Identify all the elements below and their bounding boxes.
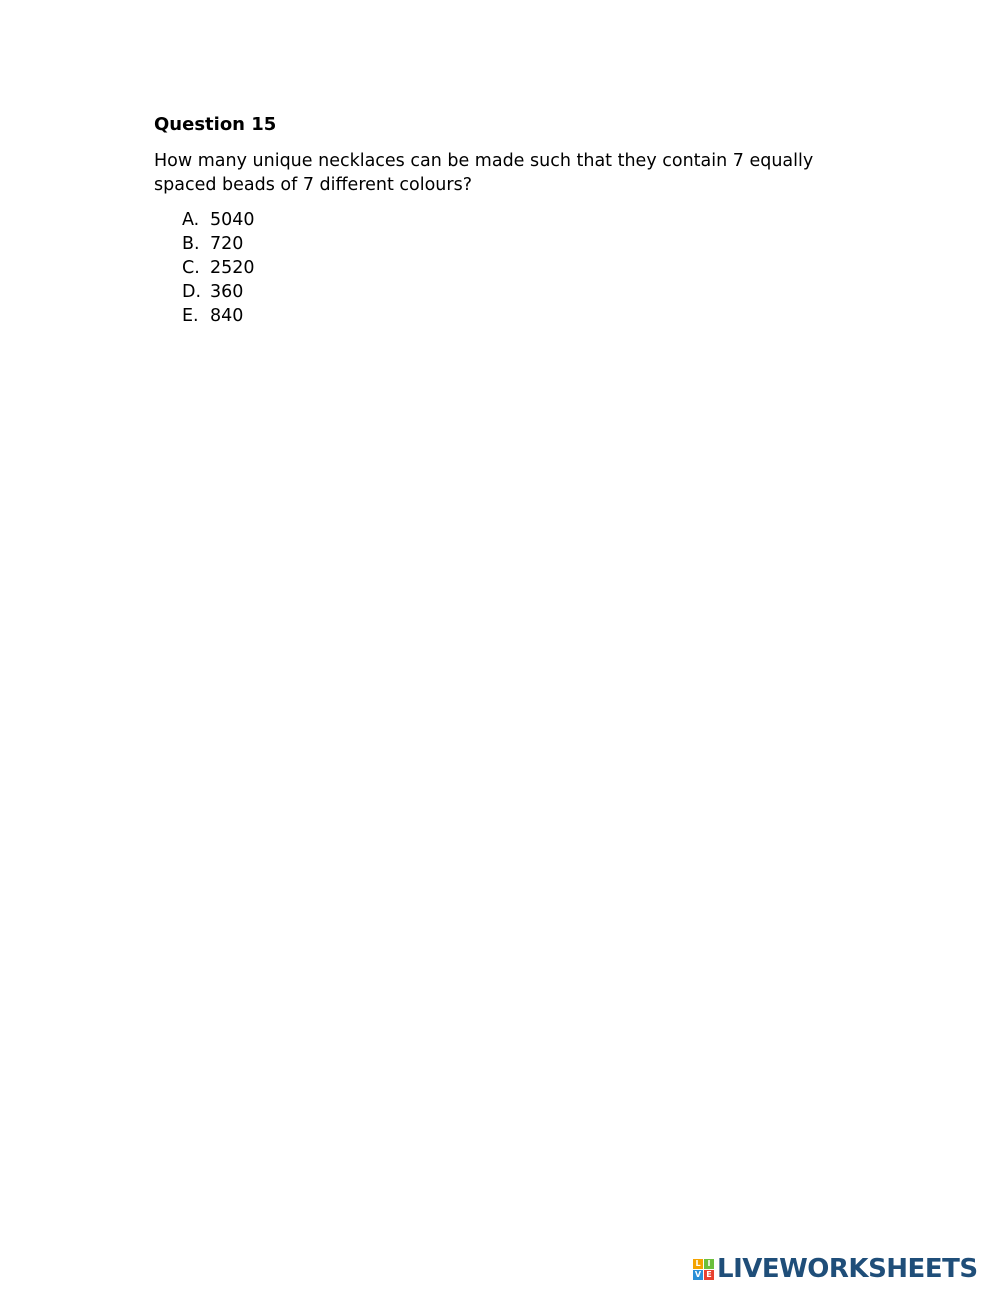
logo-text: LIVEWORKSHEETS xyxy=(717,1254,978,1284)
option-letter: B. xyxy=(182,234,200,254)
option-letter: C. xyxy=(182,258,200,278)
logo-mark-cell: I xyxy=(704,1259,714,1269)
option-b xyxy=(182,232,255,256)
option-value: 720 xyxy=(210,234,244,254)
option-letter: D. xyxy=(182,282,202,302)
logo-mark-icon xyxy=(693,1259,714,1280)
logo-mark-cell: V xyxy=(694,1269,702,1279)
option-c xyxy=(182,256,255,280)
logo-mark-cell: E xyxy=(704,1270,714,1280)
option-d xyxy=(182,280,255,304)
option-e xyxy=(182,304,255,328)
liveworksheets-logo xyxy=(693,1254,978,1284)
answer-options xyxy=(182,208,255,328)
option-value: 360 xyxy=(210,282,244,302)
option-value: 2520 xyxy=(210,258,255,278)
option-value: 840 xyxy=(210,306,244,326)
option-letter: A. xyxy=(182,210,200,230)
option-letter: E. xyxy=(182,306,199,326)
option-a xyxy=(182,208,255,232)
question-text: How many unique necklaces can be made such that they contain 7 equally spaced beads of 7 different colours? xyxy=(154,151,814,195)
question-title: Question 15 xyxy=(154,114,277,135)
option-value: 5040 xyxy=(210,210,255,230)
logo-mark-cell: L xyxy=(693,1259,703,1269)
